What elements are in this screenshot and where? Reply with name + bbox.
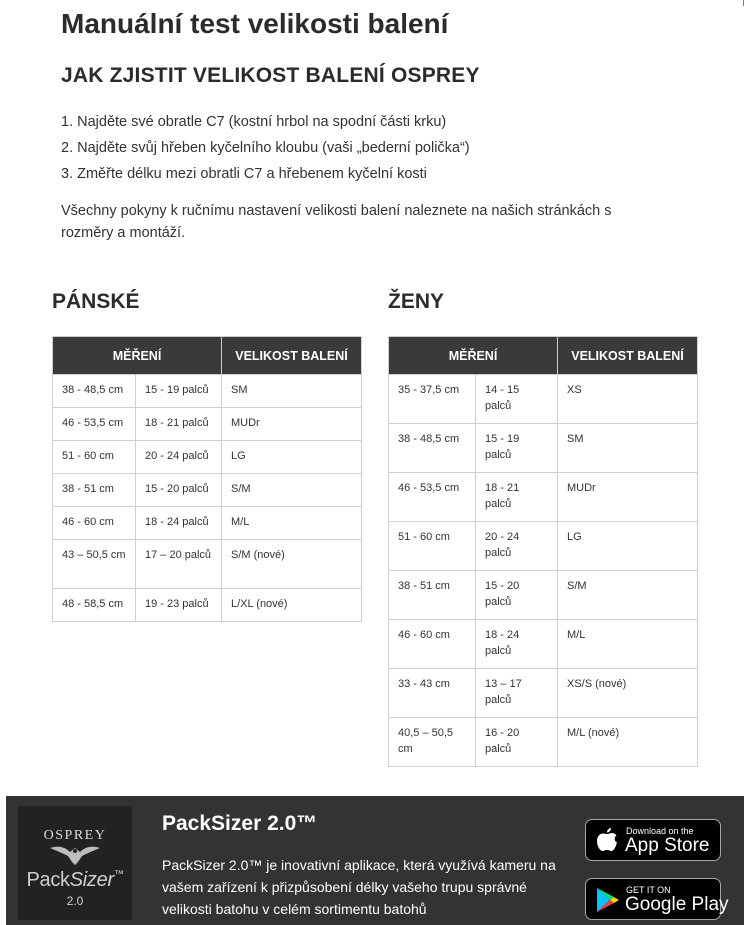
table-row [53,441,362,474]
cell-cm: 38 - 48,5 cm [389,424,476,473]
section-subtitle: JAK ZJISTIT VELIKOST BALENÍ OSPREY [61,64,480,87]
womens-size-table [388,336,698,767]
cell-in: 15 - 20 palců [476,571,558,620]
header-size: VELIKOST BALENÍ [558,337,698,375]
cell-cm: 51 - 60 cm [389,522,476,571]
cell-cm: 40,5 – 50,5 cm [389,718,476,767]
table-row [389,424,698,473]
table-row [389,375,698,424]
cell-in: 17 – 20 palců [136,540,222,589]
table-row [389,620,698,669]
osprey-logo-text: OSPREY [43,828,107,843]
cell-cm: 35 - 37,5 cm [389,375,476,424]
table-row [389,473,698,522]
packsizer-banner [6,796,744,925]
cell-cm: 38 - 51 cm [53,474,136,507]
header-size: VELIKOST BALENÍ [222,337,362,375]
cell-cm: 48 - 58,5 cm [53,589,136,622]
step-item: 2. Najděte svůj hřeben kyčelního kloubu (vaši „bederní polička“) [61,140,470,156]
app-store-button[interactable] [585,819,721,861]
header-measure: MĚŘENÍ [389,337,558,375]
cell-size: S/M [222,474,362,507]
banner-description: PackSizer 2.0™ je inovativní aplikace, která využívá kameru na vašem zařízení k přizpůsobení délky vašeho trupu správné velikosti batohu v celém sortimentu batohů [162,857,556,917]
cell-in: 15 - 19 palců [136,375,222,408]
cell-in: 16 - 20 palců [476,718,558,767]
cell-size: LG [222,441,362,474]
cell-cm: 46 - 53,5 cm [389,473,476,522]
table-row [389,522,698,571]
cell-in: 18 - 24 palců [476,620,558,669]
cell-size: M/L (nové) [558,718,698,767]
cell-size: LG [558,522,698,571]
table-row [53,375,362,408]
cell-cm: 46 - 60 cm [53,507,136,540]
cell-in: 20 - 24 palců [136,441,222,474]
cell-in: 20 - 24 palců [476,522,558,571]
app-store-small-text: Download on the [626,826,694,836]
cell-size: M/L [558,620,698,669]
apple-icon [596,827,618,853]
cell-cm: 46 - 60 cm [389,620,476,669]
packsizer-logo-version: 2.0 [66,894,84,908]
cell-size: L/XL (nové) [222,589,362,622]
google-play-small-text: GET IT ON [626,885,671,895]
table-row [389,571,698,620]
cell-in: 18 - 21 palců [136,408,222,441]
table-row [53,474,362,507]
table-row [53,540,362,589]
table-header-row [389,337,698,375]
google-play-label: Google Play [625,894,729,915]
mens-title: PÁNSKÉ [52,290,140,313]
cell-in: 15 - 19 palců [476,424,558,473]
cell-size: S/M [558,571,698,620]
cell-cm: 51 - 60 cm [53,441,136,474]
cell-in: 15 - 20 palců [136,474,222,507]
scrollbar-hint [743,0,744,6]
table-row [389,718,698,767]
step-item: 1. Najděte své obratle C7 (kostní hrbol na spodní části krku) [61,114,447,130]
cell-in: 18 - 24 palců [136,507,222,540]
instructions-note: Všechny pokyny k ručnímu nastavení velikosti balení naleznete na našich stránkách s rozměry a montáží. [61,203,612,241]
table-row [389,669,698,718]
cell-size: S/M (nové) [222,540,362,589]
cell-cm: 46 - 53,5 cm [53,408,136,441]
header-measure: MĚŘENÍ [53,337,222,375]
cell-cm: 38 - 48,5 cm [53,375,136,408]
cell-size: MUDr [558,473,698,522]
cell-size: MUDr [222,408,362,441]
osprey-bird-icon [48,842,102,866]
google-play-icon [596,887,620,913]
cell-cm: 33 - 43 cm [389,669,476,718]
womens-title: ŽENY [388,290,445,313]
page-title: Manuální test velikosti balení [61,8,449,39]
cell-cm: 43 – 50,5 cm [53,540,136,589]
table-row [53,589,362,622]
packsizer-logo [18,806,132,920]
cell-in: 19 - 23 palců [136,589,222,622]
mens-size-table [52,336,362,622]
banner-title: PackSizer 2.0™ [162,812,318,835]
cell-in: 14 - 15 palců [476,375,558,424]
google-play-button[interactable] [585,878,729,920]
cell-size: SM [222,375,362,408]
steps-list [61,110,470,188]
cell-size: SM [558,424,698,473]
app-store-label: App Store [625,835,710,856]
cell-size: M/L [222,507,362,540]
cell-in: 18 - 21 palců [476,473,558,522]
table-row [53,507,362,540]
table-row [53,408,362,441]
cell-size: XS [558,375,698,424]
step-item: 3. Změřte délku mezi obratli C7 a hřebenem kyčelní kosti [61,166,427,182]
table-header-row [53,337,362,375]
cell-in: 13 – 17 palců [476,669,558,718]
cell-cm: 38 - 51 cm [389,571,476,620]
cell-size: XS/S (nové) [558,669,698,718]
packsizer-logo-name: PackSizer™ [26,869,124,891]
